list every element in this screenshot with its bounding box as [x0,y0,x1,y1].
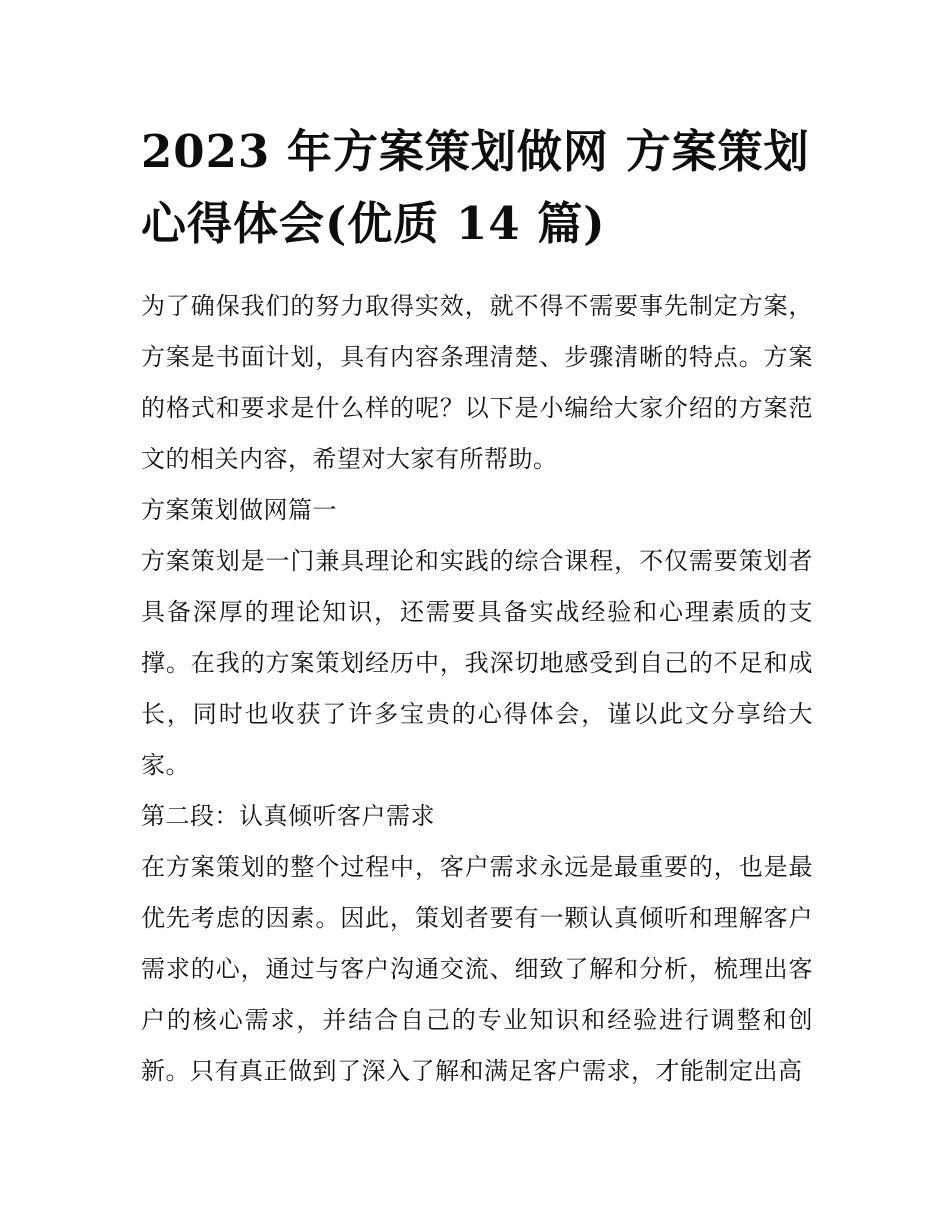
section-paragraph-2: 在方案策划的整个过程中，客户需求永远是最重要的，也是最优先考虑的因素。因此，策划者要有一颗认真倾听和理解客户需求的心，通过与客户沟通交流、细致了解和分析，梳理出客户的核心需求，并结合自己的专业知识和经验进行调整和创新。只有真正做到了深入了解和满足客户需求，才能制定出高 [141,853,813,1085]
section-heading-1: 方案策划做网篇一 [141,496,337,524]
document-title: 2023 年方案策划做网 方案策划心得体会(优质 14 篇) [141,125,810,250]
section-heading-2: 第二段：认真倾听客户需求 [141,802,435,830]
document-page [141,116,813,1097]
intro-paragraph: 为了确保我们的努力取得实效，就不得不需要事先制定方案，方案是书面计划，具有内容条理清楚、步骤清晰的特点。方案的格式和要求是什么样的呢？以下是小编给大家介绍的方案范文的相关内容，希望对大家有所帮助。 [141,292,813,473]
document-body [141,281,813,1097]
section-paragraph-1: 方案策划是一门兼具理论和实践的综合课程，不仅需要策划者具备深厚的理论知识，还需要具备实战经验和心理素质的支撑。在我的方案策划经历中，我深切地感受到自己的不足和成长，同时也收获了许多宝贵的心得体会，谨以此文分享给大家。 [141,547,813,779]
